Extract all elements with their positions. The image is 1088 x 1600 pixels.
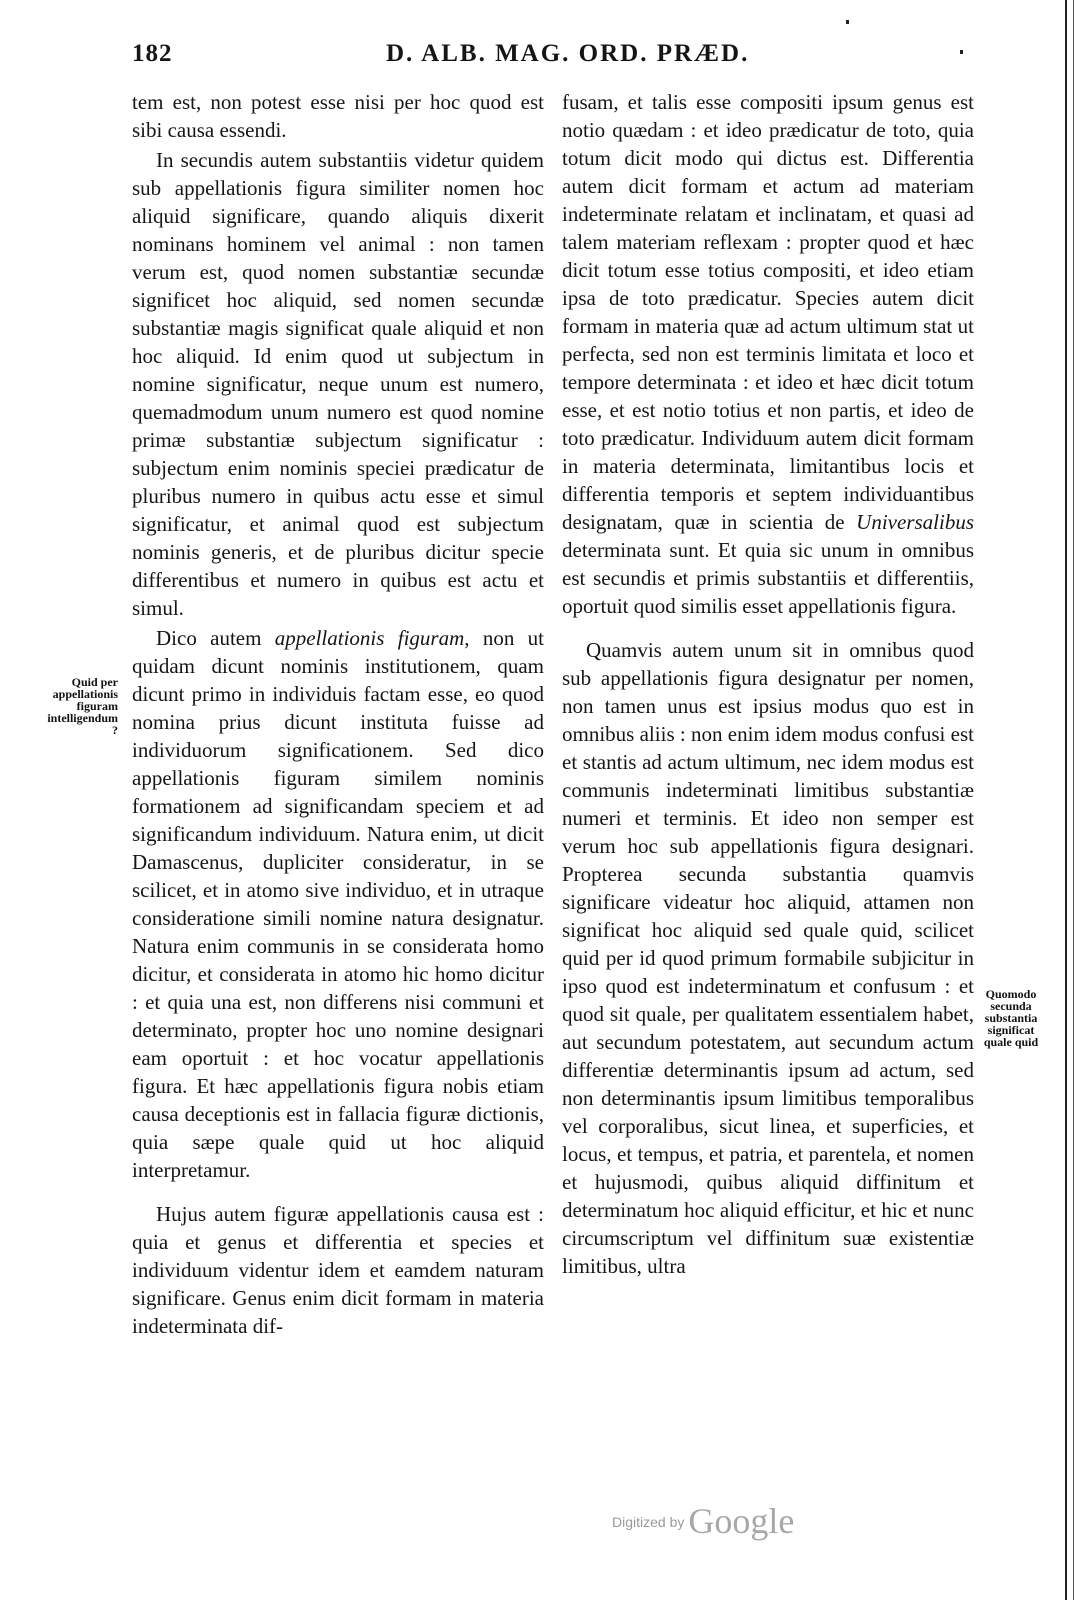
digitized-by-watermark	[612, 1500, 794, 1540]
left-column	[132, 88, 544, 1340]
right-column	[562, 88, 974, 1280]
italic-phrase: Universalibus	[856, 510, 974, 534]
digitized-by-text: Digitized by	[612, 1514, 685, 1530]
left-paragraph-4: Hujus autem figuræ appellationis causa est : quia et genus et differentia et species et individuum videntur idem et eamdem naturam significare. Genus enim dicit formam in materia indeterminata dif-	[132, 1202, 544, 1338]
right-paragraph-2: Quamvis autem unum sit in omnibus quod sub appellationis figura designatur per nomen, non tamen unus est ipsius modus quo est in omnibus aliis : non enim idem modus confusi est et stantis ad actum ultimum, nec idem modus est communis indeterminati limitibus substantiæ numeri et terminis. Et ideo non semper est verum hoc sub appellationis figura designari. Propterea secunda substantia quamvis significare videatur hoc aliquid, attamen non significat hoc aliquid sed quale quid, scilicet quid per id quod primum formabile subjicitur in ipso quod est indeterminatum et confusum : et quod sit quale, per qualitatem essentialem habet, aut secundum potestatem, aut secundum actum differentiæ determinantis ipsum ad actum, sed non determinantis ipsum limitibus temporalibus vel corporalibus, sicut linea, et superficies, et locus, et tempus, et patria, et parentela, et nomen et hujusmodi, quibus aliquid diffinitum et determinatum hoc aliquid efficitur, et hic et nunc circumscriptum vel diffinitum suæ existentiæ limitibus, ultra	[562, 638, 974, 1278]
left-paragraph-2: In secundis autem substantiis videtur quidem sub appellationis figura similiter nomen hoc aliquid significare, quando aliquis dixerit nominans hominem vel animal : non tamen verum est, quod nomen substantiæ secundæ significet hoc aliquid, sed nomen secundæ substantiæ magis significat quale aliquid et non hoc aliquid. Id enim quod ut subjectum in nomine significatur, neque unum est numero, quemadmodum unum numero est quod nomine primæ substantiæ subjectum significatur : subjectum enim nominis speciei prædicatur de pluribus numero in quibus actu esse et simul significatur, et animal quod est subjectum nominis generis, et de pluribus dicitur specie differentibus et numero in quibus est actu et simul.	[132, 148, 544, 620]
running-title: D. ALB. MAG. ORD. PRÆD.	[386, 40, 750, 67]
page-edge-binding	[1065, 0, 1074, 1600]
left-paragraph-3: Dico autem appellationis figuram, non ut quidam dicunt nominis institutionem, quam dicunt primo in individuis factam esse, eo quod nomina prius dicunt instituta fuisse ad individuorum significationem. Sed dico appellationis figuram similem nominis formationem ad significandam speciem et ad significandum individuum. Natura enim, ut dicit Damascenus, dupliciter consideratur, in se scilicet, et in atomo sive individuo, et in utraque consideratione simili nomine natura designatur. Natura enim communis in se considerata homo dicitur, et considerata in atomo hic homo dicitur : et quia una est, non differens nisi communi et determinato, propter hoc uno nomine designari eam oportuit : et hoc vocatur appellationis figura. Et hæc appellationis figura nobis etiam causa deceptionis est in fallacia figuræ dictionis, quia sæpe quale quid ut hoc aliquid interpretamur.	[132, 626, 544, 1182]
page-header	[130, 40, 970, 76]
italic-phrase: appellationis figuram	[274, 626, 465, 650]
margin-note-right: Quomodo secunda substantia significat quale quid	[983, 987, 1039, 1049]
right-paragraph-1: fusam, et talis esse compositi ipsum genus est notio quædam : et ideo prædicatur de toto, quia totum dicit modo qui dictus est. Differentia autem dicit formam et actum ad materiam indeterminate relatam et inclinatam, et quasi ad talem materiam reflexam : propter quod et hæc dicit totum esse totius compositi, et ideo etiam ipsa de toto prædicatur. Species autem dicit formam in materia quæ ad actum ultimum stat ut perfecta, sed non est terminis limitata et loco et tempore determinata : et ideo et hæc dicit totum esse, et est notio totius et non partis, et ideo de toto prædicatur. Individuum autem dicit formam in materia determinata, limitantibus locis et differentia temporis et septem individuantibus designatam, quæ in scientia de Universalibus determinata sunt. Et quia sic unum in omnibus est secundis et primis substantiis et differentiis, oportuit quod similis esset appellationis figura.	[562, 90, 974, 618]
margin-note-left: Quid per appellationis figuram intelligendum ?	[47, 675, 118, 737]
left-paragraph-1: tem est, non potest esse nisi per hoc quod est sibi causa essendi.	[132, 90, 544, 142]
print-speck	[846, 20, 849, 24]
page-number: 182	[132, 40, 173, 67]
google-logo-text: Google	[688, 1501, 795, 1541]
